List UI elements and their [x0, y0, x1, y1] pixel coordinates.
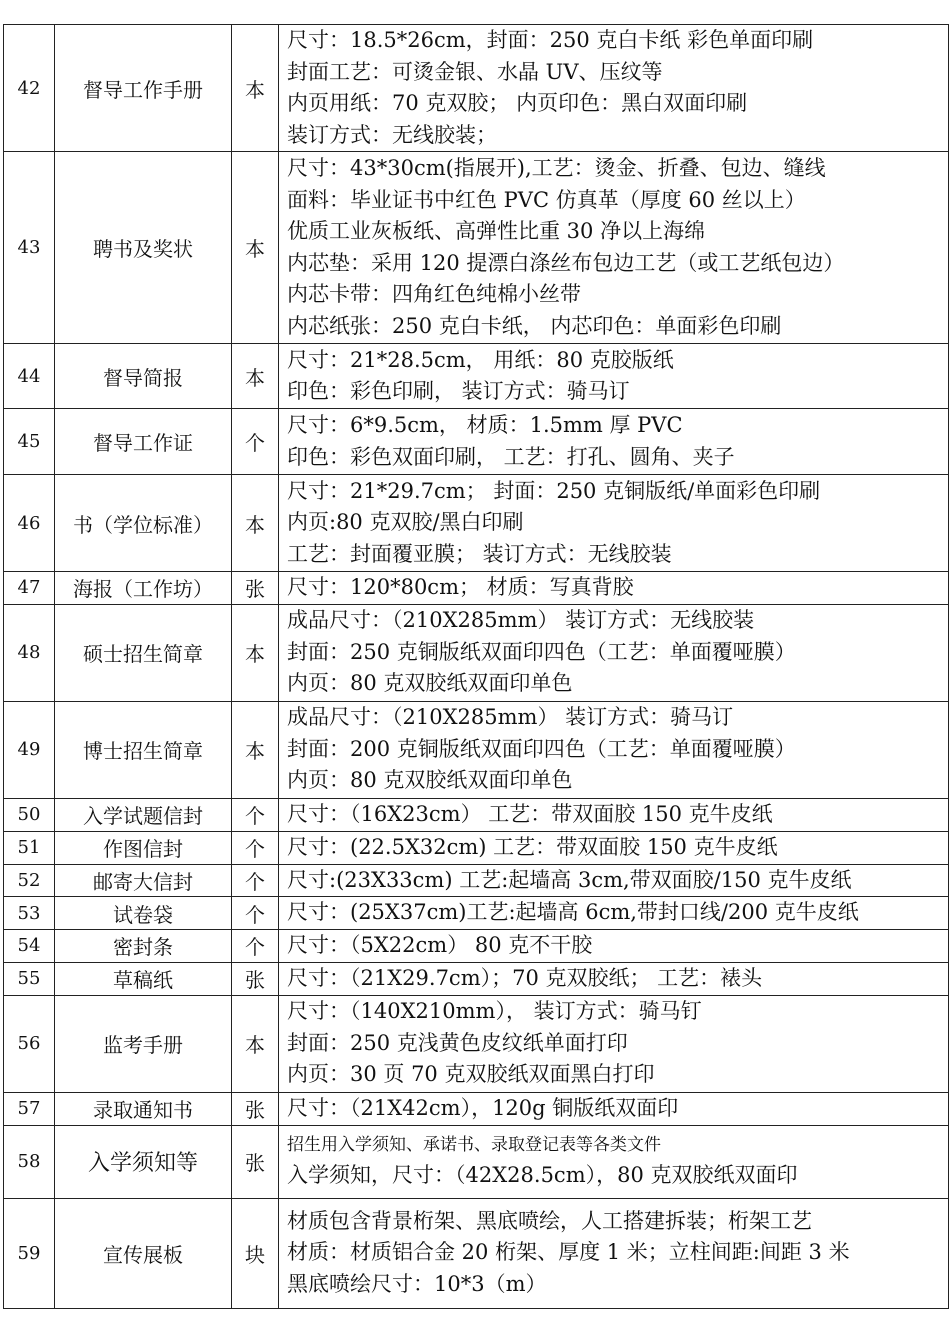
- item-name: 作图信封: [55, 831, 232, 864]
- table-row: [4, 701, 949, 798]
- spec-line: 尺寸：43*30cm(指展开),工艺：烫金、折叠、包边、缝线: [287, 156, 826, 180]
- row-number: 59: [4, 1198, 55, 1308]
- table-row: [4, 25, 949, 152]
- spec-line: 内芯纸张：250 克白卡纸， 内芯印色：单面彩色印刷: [287, 313, 782, 338]
- spec-line: 成品尺寸：（210X285mm） 装订方式：无线胶装: [287, 608, 755, 633]
- item-spec: [279, 409, 949, 475]
- row-number: 57: [4, 1092, 55, 1125]
- spec-table: [3, 24, 949, 1309]
- item-spec: [279, 930, 949, 963]
- table-row: [4, 831, 949, 864]
- spec-line: 材质：材质铝合金 20 桁架、厚度 1 米；立柱间距:间距 3 米: [287, 1240, 850, 1265]
- spec-line: 内芯垫：采用 120 提漂白涤丝布包边工艺（或工艺纸包边）: [287, 250, 845, 275]
- item-unit: 张: [232, 962, 279, 995]
- table-row: [4, 930, 949, 963]
- spec-line: 内页:80 克双胶/黑白印刷: [287, 510, 524, 535]
- spec-line: 招生用入学须知、承诺书、录取登记表等各类文件: [287, 1135, 661, 1156]
- spec-line: 黑底喷绘尺寸：10*3（m）: [287, 1271, 547, 1296]
- table-row: [4, 604, 949, 701]
- item-name: 海报（工作坊）: [55, 572, 232, 605]
- row-number: 55: [4, 962, 55, 995]
- spec-line: 面料：毕业证书中红色 PVC 仿真革（厚度 60 丝以上）: [287, 187, 806, 212]
- item-spec: [279, 604, 949, 701]
- item-name: 邮寄大信封: [55, 864, 232, 897]
- spec-line: 尺寸：（16X23cm） 工艺：带双面胶 150 克牛皮纸: [287, 801, 773, 826]
- row-number: 42: [4, 25, 55, 152]
- item-unit: 张: [232, 572, 279, 605]
- table-row: [4, 152, 949, 344]
- row-number: 54: [4, 930, 55, 963]
- item-name: 督导工作证: [55, 409, 232, 475]
- table-row: [4, 572, 949, 605]
- spec-line: 尺寸：(22.5X32cm) 工艺：带双面胶 150 克牛皮纸: [287, 834, 778, 859]
- row-number: 49: [4, 701, 55, 798]
- row-number: 58: [4, 1125, 55, 1198]
- spec-line: 优质工业灰板纸、高弹性比重 30 净以上海绵: [287, 219, 706, 243]
- spec-line: 尺寸：120*80cm； 材质：写真背胶: [287, 575, 634, 599]
- item-name: 宣传展板: [55, 1198, 232, 1308]
- item-unit: 个: [232, 831, 279, 864]
- item-spec: [279, 798, 949, 831]
- item-name: 录取通知书: [55, 1092, 232, 1125]
- item-name: 密封条: [55, 930, 232, 963]
- item-spec: [279, 962, 949, 995]
- item-name: 硕士招生简章: [55, 604, 232, 701]
- row-number: 50: [4, 798, 55, 831]
- item-spec: [279, 995, 949, 1092]
- item-unit: 本: [232, 344, 279, 409]
- item-spec: [279, 572, 949, 605]
- spec-line: 封面工艺：可烫金银、水晶 UV、压纹等: [287, 59, 663, 84]
- spec-line: 内芯卡带：四角红色纯棉小丝带: [287, 282, 581, 306]
- item-unit: 块: [232, 1198, 279, 1308]
- item-name: 书（学位标准）: [55, 475, 232, 572]
- row-number: 52: [4, 864, 55, 897]
- spec-line: 内页：30 页 70 克双胶纸双面黑白打印: [287, 1062, 655, 1087]
- row-number: 44: [4, 344, 55, 409]
- spec-line: 尺寸：（21X42cm），120g 铜版纸双面印: [287, 1095, 679, 1120]
- spec-line: 封面：250 克浅黄色皮纹纸单面打印: [287, 1030, 628, 1055]
- item-unit: 本: [232, 25, 279, 152]
- table-row: [4, 344, 949, 409]
- item-unit: 个: [232, 409, 279, 475]
- row-number: 43: [4, 152, 55, 344]
- spec-line: 工艺：封面覆亚膜； 装订方式：无线胶装: [287, 541, 672, 566]
- item-spec: [279, 1125, 949, 1198]
- item-unit: 个: [232, 897, 279, 930]
- item-unit: 个: [232, 798, 279, 831]
- item-unit: 本: [232, 995, 279, 1092]
- table-row: [4, 962, 949, 995]
- spec-line: 尺寸：(25X37cm)工艺:起墙高 6cm,带封口线/200 克牛皮纸: [287, 900, 859, 925]
- spec-line: 成品尺寸：（210X285mm） 装订方式：骑马订: [287, 705, 734, 730]
- item-name: 入学试题信封: [55, 798, 232, 831]
- item-name: 博士招生简章: [55, 701, 232, 798]
- spec-line: 入学须知，尺寸：（42X28.5cm），80 克双胶纸双面印: [287, 1163, 798, 1188]
- table-row: [4, 475, 949, 572]
- table-row: [4, 409, 949, 475]
- spec-line: 封面：250 克铜版纸双面印四色（工艺：单面覆哑膜）: [287, 639, 796, 664]
- spec-table-body: [4, 25, 949, 1309]
- spec-line: 印色：彩色双面印刷， 工艺：打孔、圆角、夹子: [287, 444, 735, 469]
- spec-line: 装订方式：无线胶装；: [287, 122, 497, 147]
- table-row: [4, 897, 949, 930]
- row-number: 45: [4, 409, 55, 475]
- row-number: 53: [4, 897, 55, 930]
- spec-line: 材质包含背景桁架、黑底喷绘，人工搭建拆装；桁架工艺: [287, 1208, 812, 1233]
- item-spec: [279, 897, 949, 930]
- item-unit: 本: [232, 152, 279, 344]
- table-row: [4, 995, 949, 1092]
- item-unit: 个: [232, 930, 279, 963]
- row-number: 56: [4, 995, 55, 1092]
- spec-line: 尺寸：21*29.7cm； 封面：250 克铜版纸/单面彩色印刷: [287, 478, 821, 503]
- item-name: 督导工作手册: [55, 25, 232, 152]
- spec-line: 内页用纸：70 克双胶； 内页印色：黑白双面印刷: [287, 91, 748, 115]
- item-unit: 本: [232, 701, 279, 798]
- item-spec: [279, 1092, 949, 1125]
- item-unit: 本: [232, 475, 279, 572]
- row-number: 47: [4, 572, 55, 605]
- item-unit: 张: [232, 1125, 279, 1198]
- spec-line: 尺寸：6*9.5cm， 材质：1.5mm 厚 PVC: [287, 413, 683, 437]
- spec-line: 尺寸：（5X22cm） 80 克不干胶: [287, 933, 593, 957]
- item-name: 聘书及奖状: [55, 152, 232, 344]
- item-spec: [279, 864, 949, 897]
- spec-line: 尺寸:(23X33cm) 工艺:起墙高 3cm,带双面胶/150 克牛皮纸: [287, 867, 852, 892]
- item-spec: [279, 701, 949, 798]
- spec-line: 印色：彩色印刷， 装订方式：骑马订: [287, 379, 630, 403]
- item-spec: [279, 25, 949, 152]
- table-row: [4, 1092, 949, 1125]
- item-spec: [279, 344, 949, 409]
- table-row: [4, 1125, 949, 1198]
- item-spec: [279, 152, 949, 344]
- item-unit: 张: [232, 1092, 279, 1125]
- item-name: 入学须知等: [55, 1125, 232, 1198]
- item-spec: [279, 475, 949, 572]
- table-row: [4, 864, 949, 897]
- item-spec: [279, 1198, 949, 1308]
- item-unit: 本: [232, 604, 279, 701]
- item-name: 督导简报: [55, 344, 232, 409]
- spec-line: 内页：80 克双胶纸双面印单色: [287, 671, 573, 696]
- row-number: 46: [4, 475, 55, 572]
- item-name: 草稿纸: [55, 962, 232, 995]
- table-row: [4, 798, 949, 831]
- item-name: 监考手册: [55, 995, 232, 1092]
- item-spec: [279, 831, 949, 864]
- row-number: 48: [4, 604, 55, 701]
- item-unit: 个: [232, 864, 279, 897]
- spec-line: 尺寸：21*28.5cm， 用纸：80 克胶版纸: [287, 347, 674, 372]
- spec-line: 内页：80 克双胶纸双面印单色: [287, 768, 573, 793]
- spec-line: 尺寸：18.5*26cm，封面：250 克白卡纸 彩色单面印刷: [287, 28, 814, 52]
- item-name: 试卷袋: [55, 897, 232, 930]
- table-row: [4, 1198, 949, 1308]
- spec-line: 尺寸：（21X29.7cm）；70 克双胶纸； 工艺：裱头: [287, 965, 763, 990]
- spec-line: 尺寸：（140X210mm）， 装订方式：骑马钉: [287, 999, 702, 1024]
- row-number: 51: [4, 831, 55, 864]
- spec-line: 封面：200 克铜版纸双面印四色（工艺：单面覆哑膜）: [287, 736, 796, 761]
